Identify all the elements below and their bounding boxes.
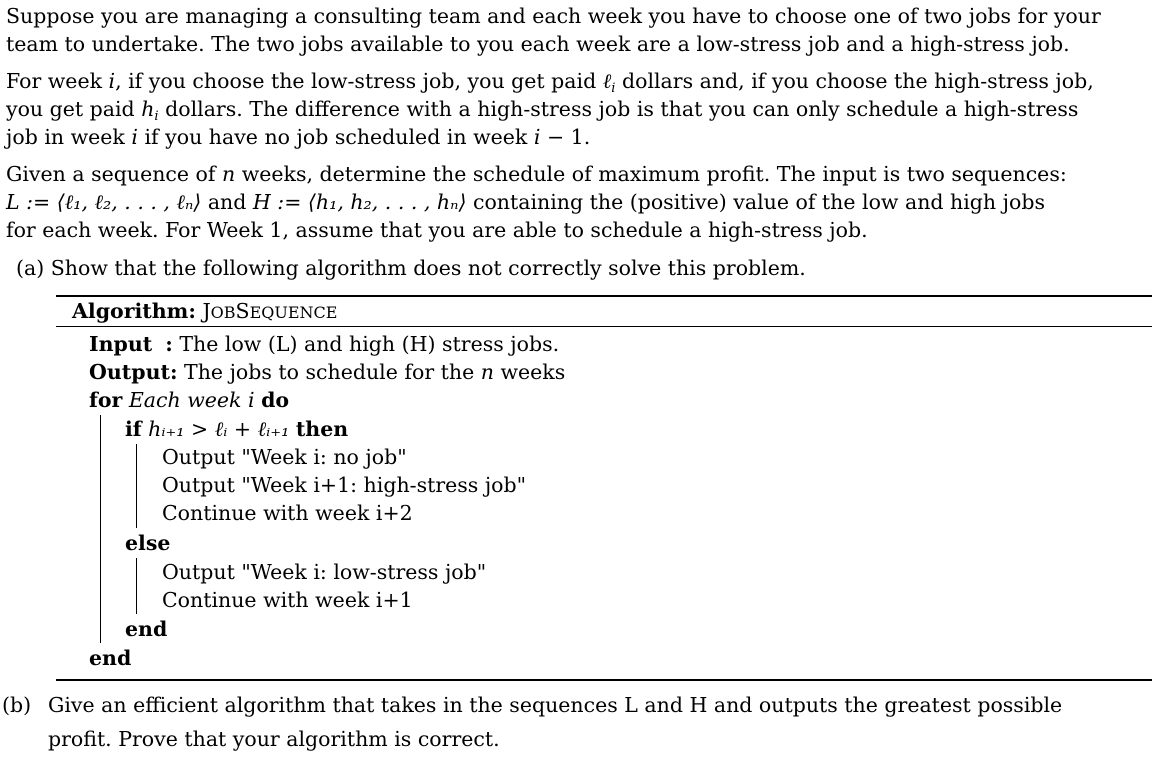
algorithm-input-line: Input : The low (L) and high (H) stress jobs. xyxy=(89,332,560,356)
sequence-H-math: H := ⟨h₁, h₂, . . . , hₙ⟩ xyxy=(252,190,467,214)
part-a-text: Show that the following algorithm does not correctly solve this problem. xyxy=(50,256,806,280)
algorithm-top-rule xyxy=(56,295,1152,297)
part-a-label: (a) xyxy=(16,256,45,280)
part-b-label: (b) xyxy=(2,693,32,717)
then-line-1: Output "Week i: no job" xyxy=(162,445,407,469)
part-b-line-1: Give an efficient algorithm that takes in the sequences L and H and outputs the greatest possible xyxy=(48,693,1063,717)
then-block-bar xyxy=(136,444,137,528)
para2-line-3: job in week i if you have no job scheduled in week i − 1. xyxy=(6,125,591,149)
para3-line-2: L := ⟨ℓ₁, ℓ₂, . . . , ℓₙ⟩ and H := ⟨h₁, h₂, . . . , hₙ⟩ containing the (positive) value of the low and high jobs xyxy=(6,190,1045,214)
for-block-bar xyxy=(100,415,101,643)
algorithm-title: Algorithm: JOBSEQUENCE xyxy=(72,299,338,323)
para2-line-2: you get paid $h_i$ dollars. The difference with a high-stress job is that you can only schedule a high-stress xyxy=(6,97,1079,124)
algorithm-bottom-rule xyxy=(56,679,1152,681)
algorithm-end-inner: end xyxy=(125,617,168,641)
else-line-2: Continue with week i+1 xyxy=(162,588,413,612)
intro-line-2: team to undertake. The two jobs available to you each week are a low-stress job and a high-stress job. xyxy=(6,32,1070,56)
else-block-bar xyxy=(136,558,137,614)
part-b-line-2: profit. Prove that your algorithm is correct. xyxy=(48,727,500,751)
algorithm-name: JOBSEQUENCE xyxy=(202,299,338,323)
else-line-1: Output "Week i: low-stress job" xyxy=(162,560,487,584)
algorithm-if-line: if hᵢ₊₁ > ℓᵢ + ℓᵢ₊₁ then xyxy=(125,417,349,441)
algorithm-title-rule xyxy=(56,326,1152,327)
sequence-L-math: L := ⟨ℓ₁, ℓ₂, . . . , ℓₙ⟩ xyxy=(6,190,202,214)
algorithm-else-line: else xyxy=(125,531,171,555)
algorithm-for-line: for Each week i do xyxy=(89,388,290,412)
para3-line-1: Given a sequence of n weeks, determine the schedule of maximum profit. The input is two sequences: xyxy=(6,162,1067,186)
algorithm-end-outer: end xyxy=(89,646,132,670)
then-line-2: Output "Week i+1: high-stress job" xyxy=(162,473,527,497)
intro-line-1: Suppose you are managing a consulting team and each week you have to choose one of two jobs for your xyxy=(6,4,1101,28)
algorithm-output-line: Output: The jobs to schedule for the n weeks xyxy=(89,360,566,384)
para2-line-1: For week i, if you choose the low-stress job, you get paid ℓ$_i$ dollars and, if you choose the high-stress job, xyxy=(6,69,1094,96)
para3-line-3: for each week. For Week 1, assume that you are able to schedule a high-stress job. xyxy=(6,218,868,242)
part-a xyxy=(16,256,806,280)
then-line-3: Continue with week i+2 xyxy=(162,501,413,525)
